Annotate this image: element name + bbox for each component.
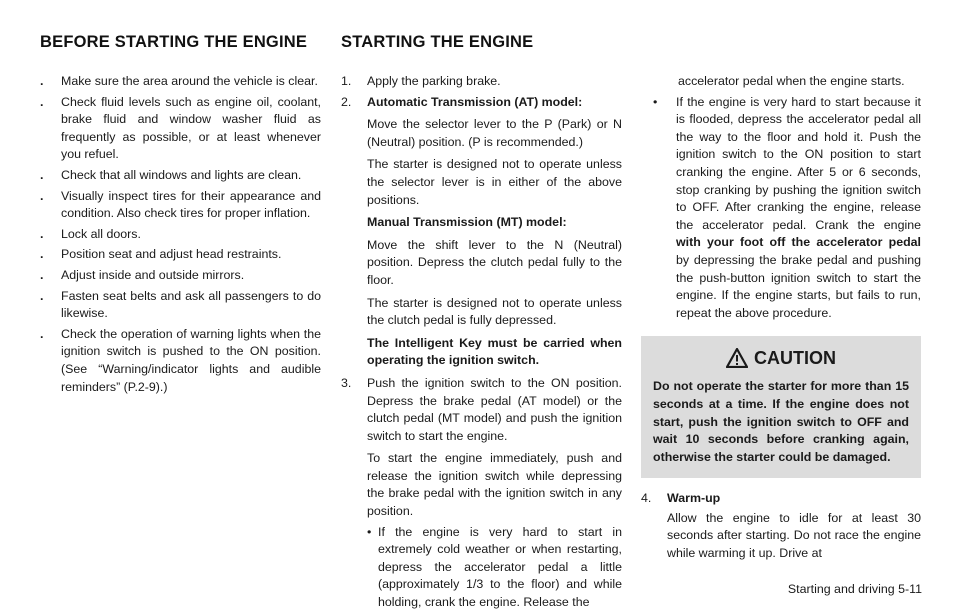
list-item-text-part: by depressing the brake pedal and pushing the push-button ignition switch to start the engine. If the engine starts, but fails to run, repeat the above procedure. <box>676 252 921 320</box>
step-number: 4. <box>641 491 652 506</box>
list-item-text <box>652 94 921 323</box>
caution-header <box>653 348 909 368</box>
list-item: . Visually inspect tires for their appearance and condition. Also check tires for proper inflation. <box>40 188 321 221</box>
page-footer: Starting and driving 5-11 <box>787 582 922 596</box>
paragraph: Move the shift lever to the N (Neutral) position. Depress the clutch pedal fully to the floor. <box>367 237 622 287</box>
step-1 <box>341 73 622 91</box>
warning-triangle-icon <box>726 348 748 368</box>
step-number: 2. <box>341 94 352 109</box>
continued-text: accelerator pedal when the engine starts. <box>678 74 905 88</box>
list-item-text: Check fluid levels such as engine oil, coolant, brake fluid and window washer fluid as frequently as possible, or at least whenever you refuel. <box>61 94 321 162</box>
mt-title: Manual Transmission (MT) model: <box>367 215 567 230</box>
step-title: Warm-up <box>667 491 721 506</box>
list-item-text: Lock all doors. <box>61 226 141 241</box>
step-4-title <box>641 490 921 508</box>
step-title: Automatic Transmission (AT) model: <box>367 94 583 109</box>
list-item-text: Position seat and adjust head restraints. <box>61 247 282 262</box>
list-item-text: Make sure the area around the vehicle is clear. <box>61 74 318 88</box>
step-number: 1. <box>341 74 352 88</box>
paragraph: The starter is designed not to operate unless the clutch pedal is fully depressed. <box>367 295 622 328</box>
list-item: . Position seat and adjust head restraints. <box>40 247 282 262</box>
step-text: Apply the parking brake. <box>367 74 501 88</box>
list-item: • If the engine is very hard to start because it is flooded, depress the accelerator pedal all the way to the floor and hold it. Push the ignition switch to the ON position to start cranking the engine. After 5 or 6 seconds, stop cranking by pushing the ignition switch to OFF. After cranking the engine, release the accelerator pedal. Crank the engine with your foot off the accelerator pedal by depressing the brake pedal and pushing the push-button ignition switch to start the engine. If the engine starts, but fails to run, repeat the above procedure. <box>641 94 921 323</box>
list-item-text: Adjust inside and outside mirrors. <box>61 267 245 282</box>
step-number: 3. <box>341 375 352 390</box>
caution-text: Do not operate the starter for more than 15 seconds at a time. If the engine does not start, push the ignition switch to OFF and wait 10 seconds before cranking again, otherwise the starter could be damaged. <box>653 379 909 464</box>
step-3 <box>341 375 622 445</box>
list-item: . Check fluid levels such as engine oil, coolant, brake fluid and window washer fluid as frequently as possible, or at least whenever you refuel. <box>40 94 321 162</box>
section-heading-starting: STARTING THE ENGINE <box>341 33 534 51</box>
list-item: . Check that all windows and lights are clean. <box>40 167 302 182</box>
list-item-text-part: If the engine is very hard to start because it is flooded, depress the accelerator pedal all the way to the floor and hold it. Push the ignition switch to the ON position to start cranking the engine. After 5 or 6 seconds, stop cranking by pushing the ignition switch to OFF. After cranking the engine, release the accelerator pedal. Crank the engine <box>676 94 921 232</box>
caution-title: CAUTION <box>754 348 836 369</box>
intelligent-key-note: The Intelligent Key must be carried when operating the ignition switch. <box>367 335 622 368</box>
list-item-text: Check that all windows and lights are clean. <box>61 167 302 182</box>
section-heading-before: BEFORE STARTING THE ENGINE <box>40 33 308 51</box>
list-item: . Check the operation of warning lights when the ignition switch is pushed to the ON position. (See “Warning/indicator lights and audible reminders” (P.2-9).) <box>40 326 321 394</box>
emphasis-text: with your foot off the accelerator pedal <box>676 235 921 250</box>
list-item-text: If the engine is very hard to start in extremely cold weather or when restarting, depress the accelerator pedal a little (approximately 1/3 to the floor) and while holding, crank the engine. Release the <box>378 524 622 610</box>
paragraph: Move the selector lever to the P (Park) or N (Neutral) position. (P is recommended.) <box>367 117 622 149</box>
list-item-text: Check the operation of warning lights when the ignition switch is pushed to the ON position. (See “Warning/indicator lights and audible reminders” (P.2-9).) <box>61 326 321 394</box>
before-starting-column <box>40 73 321 399</box>
list-item: • If the engine is very hard to start in extremely cold weather or when restarting, depress the accelerator pedal a little (approximately 1/3 to the floor) and while holding, crank the engine. Release the <box>367 524 622 610</box>
starting-continued-column <box>641 73 921 566</box>
list-item-text: Visually inspect tires for their appearance and condition. Also check tires for proper inflation. <box>61 188 321 221</box>
list-item: . Adjust inside and outside mirrors. <box>40 267 245 282</box>
list-item: . Fasten seat belts and ask all passengers to do likewise. <box>40 288 321 321</box>
paragraph: To start the engine immediately, push and release the ignition switch while depressing the brake pedal with the ignition switch in any position. <box>367 451 622 519</box>
list-item: . Lock all doors. <box>40 226 141 241</box>
step-text: Push the ignition switch to the ON position. Depress the brake pedal (AT model) or the clutch pedal (MT model) and push the ignition switch to start the engine. <box>367 375 622 443</box>
paragraph: Allow the engine to idle for at least 30 seconds after starting. Do not race the engine while warming it up. Drive at <box>667 510 921 561</box>
paragraph: The starter is designed not to operate unless the selector lever is in either of the above positions. <box>367 157 622 207</box>
starting-steps-column <box>341 73 622 615</box>
list-item: . Make sure the area around the vehicle is clear. <box>40 74 318 88</box>
step-2-title <box>341 94 622 112</box>
list-item-text: Fasten seat belts and ask all passengers to do likewise. <box>61 288 321 321</box>
caution-box <box>641 336 921 478</box>
